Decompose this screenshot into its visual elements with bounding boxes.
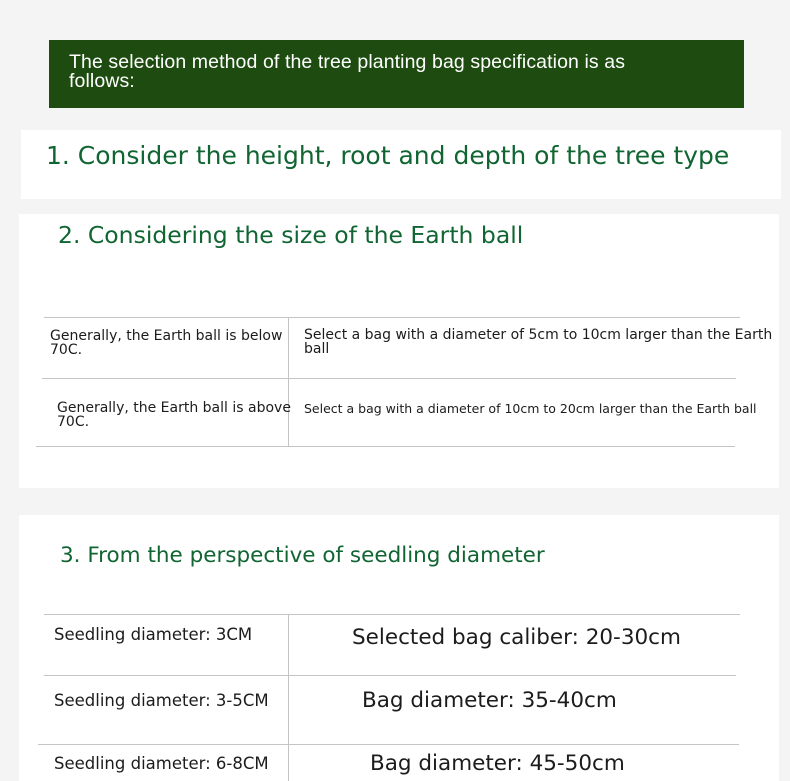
table-cell-seedling-diameter: Seedling diameter: 3-5CM [54, 691, 269, 710]
table-rule [42, 378, 736, 379]
table-cell-condition: Generally, the Earth ball is above 70C. [57, 400, 291, 430]
intro-banner-line-1: The selection method of the tree planting bag specification is as [69, 51, 626, 73]
section-3-card [19, 515, 779, 781]
table-rule [44, 614, 740, 615]
table-cell-bag-diameter: Selected bag caliber: 20-30cm [352, 625, 681, 650]
table-rule [36, 446, 735, 447]
table-cell-seedling-diameter: Seedling diameter: 3CM [54, 625, 253, 644]
table-divider [288, 615, 289, 781]
section-2-heading: 2. Considering the size of the Earth ball [58, 221, 524, 249]
intro-banner-line-2: follows: [69, 70, 135, 92]
table-cell-recommendation: Select a bag with a diameter of 5cm to 10cm larger than the Earth ball [304, 327, 773, 357]
intro-banner [49, 40, 744, 108]
section-1-heading: 1. Consider the height, root and depth of the tree type [46, 141, 730, 170]
table-cell-bag-diameter: Bag diameter: 45-50cm [370, 751, 625, 776]
table-cell-seedling-diameter: Seedling diameter: 6-8CM [54, 754, 269, 773]
table-cell-condition: Generally, the Earth ball is below 70C. [50, 328, 283, 358]
table-rule [44, 675, 736, 676]
section-2-card [19, 214, 779, 488]
table-rule [38, 744, 739, 745]
table-cell-recommendation: Select a bag with a diameter of 10cm to 20cm larger than the Earth ball [304, 401, 757, 416]
section-1-card [21, 130, 781, 199]
section-3-heading: 3. From the perspective of seedling diameter [60, 543, 545, 568]
table-cell-bag-diameter: Bag diameter: 35-40cm [362, 688, 617, 713]
table-rule [44, 317, 740, 318]
